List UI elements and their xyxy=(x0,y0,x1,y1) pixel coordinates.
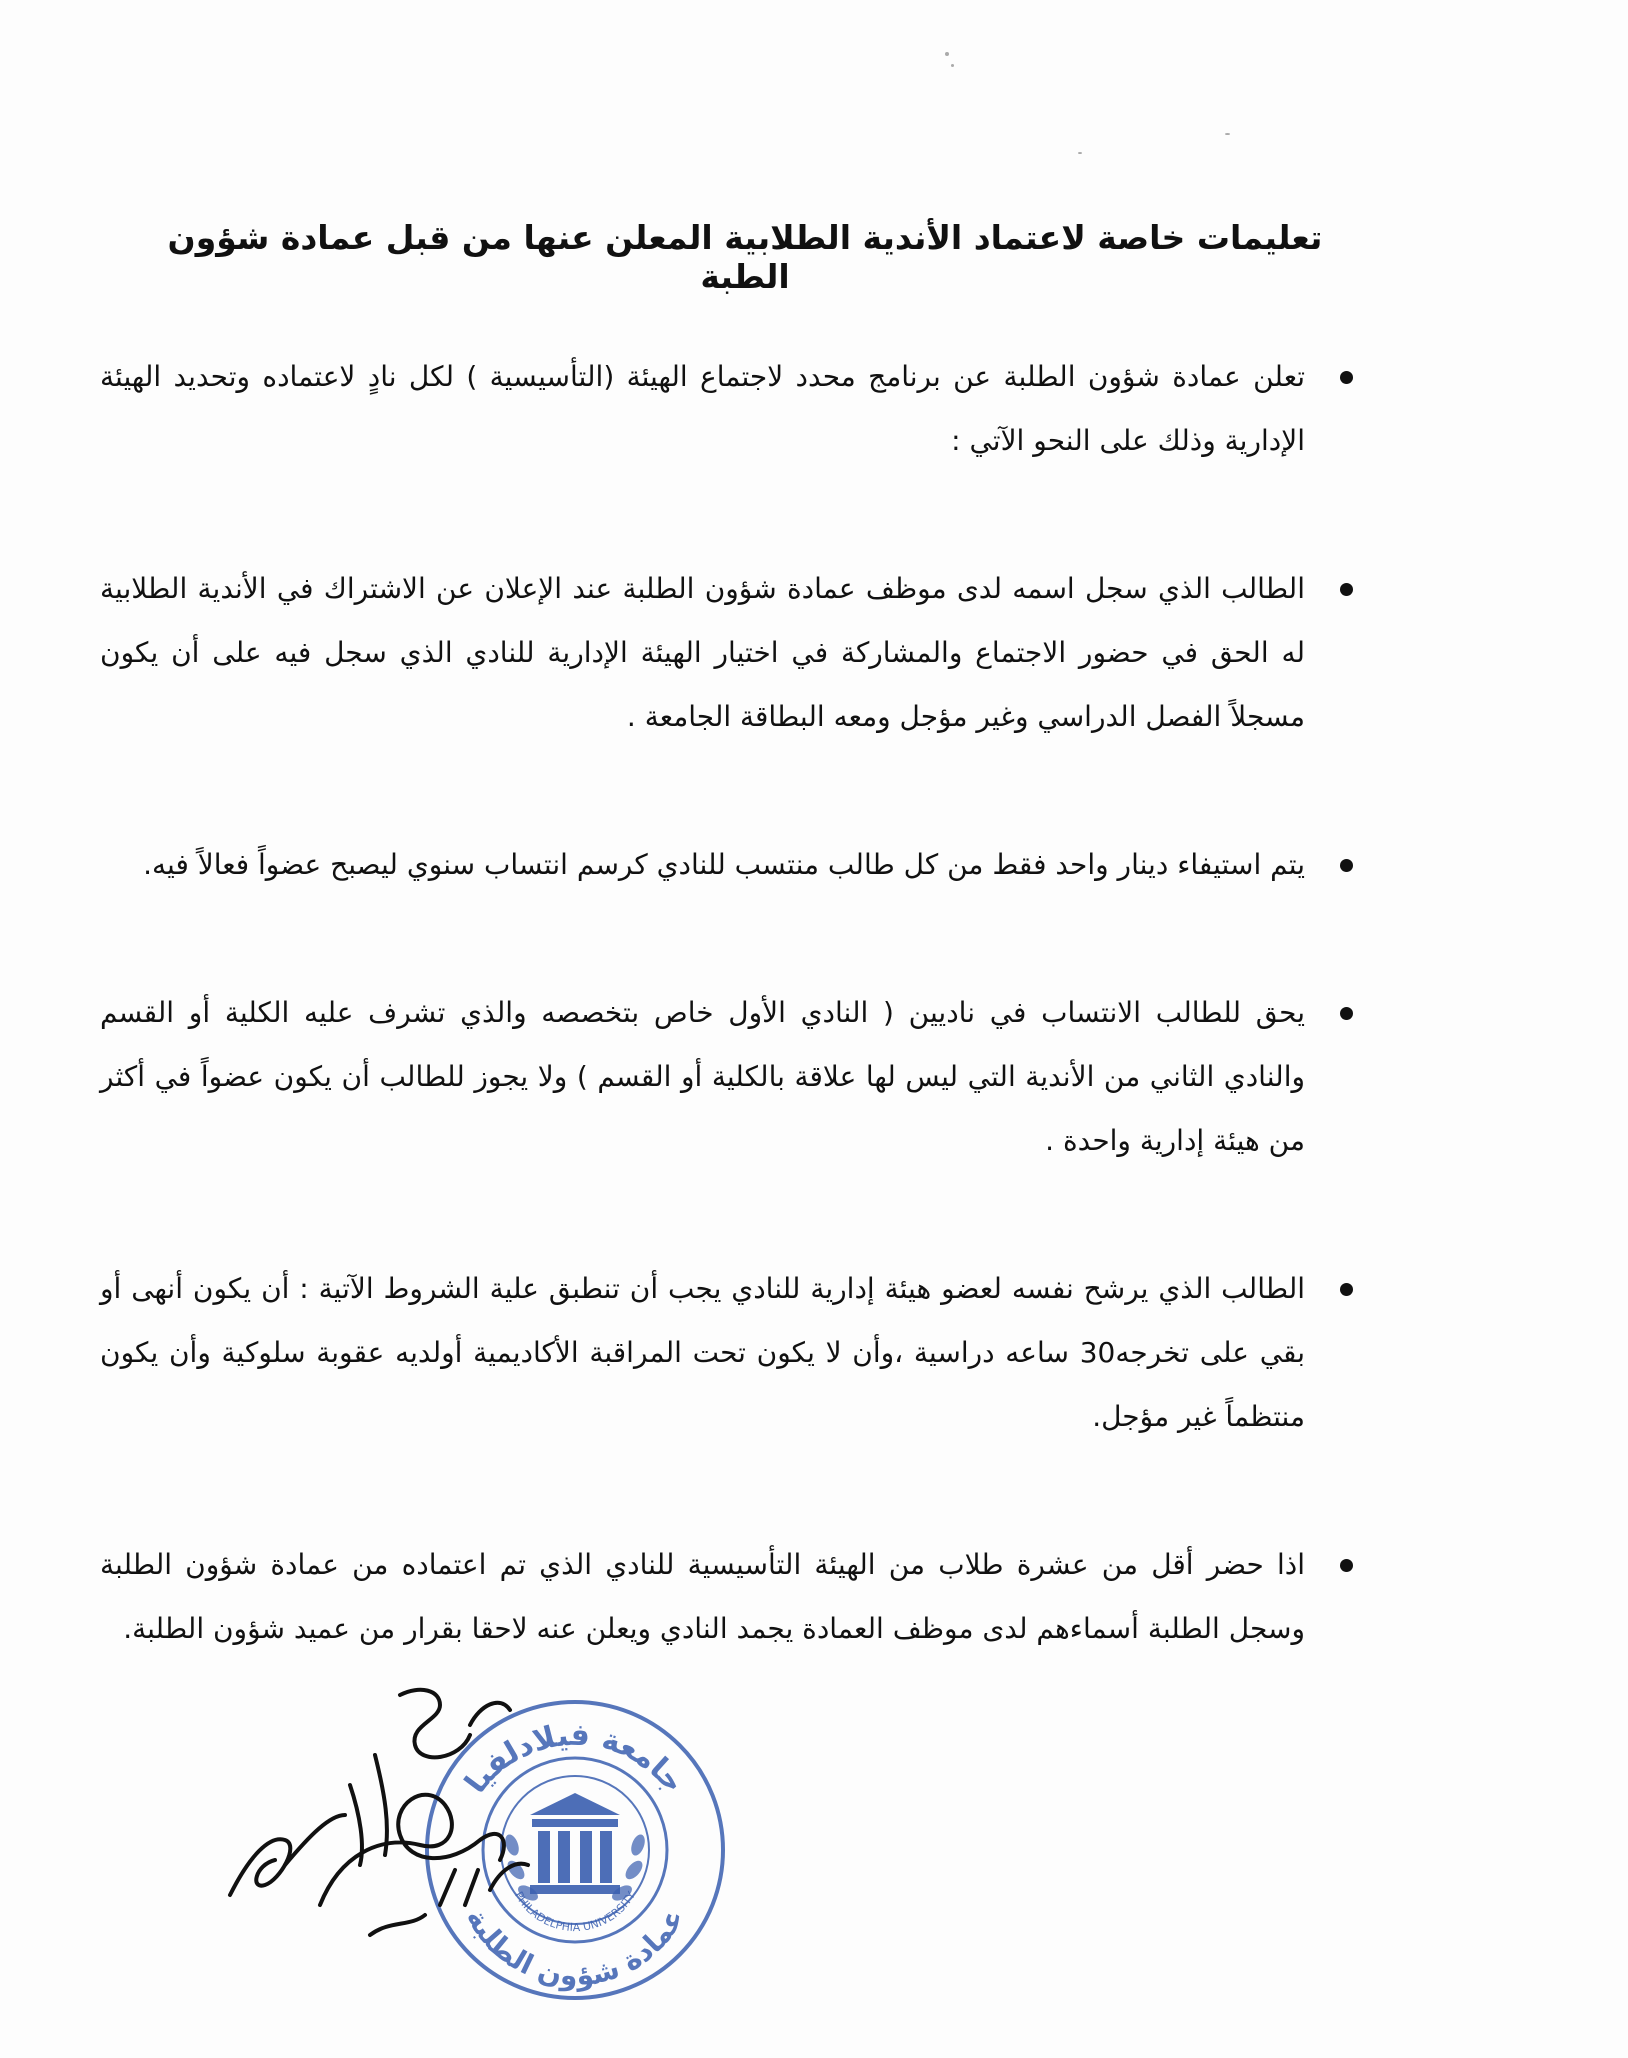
bullet-icon xyxy=(1340,1283,1353,1296)
scan-speck xyxy=(1225,133,1230,135)
instructions-list xyxy=(100,345,1365,1661)
list-item xyxy=(100,1533,1365,1661)
list-item xyxy=(100,833,1365,897)
bullet-icon xyxy=(1340,859,1353,872)
bullet-icon xyxy=(1340,371,1353,384)
list-item xyxy=(100,345,1365,473)
document-title: تعليمات خاصة لاعتماد الأندية الطلابية المعلن عنها من قبل عمادة شؤون الطبة xyxy=(167,218,1323,296)
list-item xyxy=(100,557,1365,749)
list-item xyxy=(100,981,1365,1173)
list-item-text: تعلن عمادة شؤون الطلبة عن برنامج محدد لاجتماع الهيئة (التأسيسية ) لكل نادٍ لاعتماده وتحديد الهيئة الإدارية وذلك على النحو الآتي : xyxy=(100,360,1305,457)
list-item xyxy=(100,1257,1365,1449)
bullet-icon xyxy=(1340,583,1353,596)
list-item-text: يتم استيفاء دينار واحد فقط من كل طالب منتسب للنادي كرسم انتساب سنوي ليصبح عضواً فعالاً فيه. xyxy=(143,848,1305,881)
seal-top-text: جامعة فيلادلفيا xyxy=(458,1717,692,1801)
seal-bottom-text: عمادة شؤون الطلبة xyxy=(459,1902,691,1993)
list-item-text: اذا حضر أقل من عشرة طلاب من الهيئة التأسيسية للنادي الذي تم اعتماده من عمادة شؤون الطلبة وسجل الطلبة أسماءهم لدى موظف العمادة يجمد النادي ويعلن عنه لاحقا بقرار من عميد شؤون الطلبة. xyxy=(100,1548,1305,1645)
list-item-text: الطالب الذي يرشح نفسه لعضو هيئة إدارية للنادي يجب أن تنطبق علية الشروط الآتية : أن يكون أنهى أو بقي على تخرجه30 ساعه دراسية ،وأن لا يكون تحت المراقبة الأكاديمية أولديه عقوبة سلوكية وأن يكون منتظماً غير مؤجل. xyxy=(100,1272,1306,1433)
list-item-text: يحق للطالب الانتساب في ناديين ( النادي الأول خاص بتخصصه والذي تشرف عليه الكلية أو القسم والنادي الثاني من الأندية التي ليس لها علاقة بالكلية أو القسم ) ولا يجوز للطالب أن يكون عضواً في أكثر من هيئة إدارية واحدة . xyxy=(100,996,1305,1157)
seal-english-text: PHILADELPHIA UNIVERSITY xyxy=(511,1889,639,1935)
scan-speck xyxy=(951,64,954,67)
handwritten-signature xyxy=(210,1665,540,1965)
scan-speck xyxy=(945,52,949,56)
bullet-icon xyxy=(1340,1559,1353,1572)
bullet-icon xyxy=(1340,1007,1353,1020)
scan-speck xyxy=(1078,152,1082,154)
list-item-text: الطالب الذي سجل اسمه لدى موظف عمادة شؤون الطلبة عند الإعلان عن الاشتراك في الأندية الطلابية له الحق في حضور الاجتماع والمشاركة في اختيار الهيئة الإدارية للنادي الذي سجل فيه على أن يكون مسجلاً الفصل الدراسي وغير مؤجل ومعه البطاقة الجامعة . xyxy=(100,572,1305,733)
